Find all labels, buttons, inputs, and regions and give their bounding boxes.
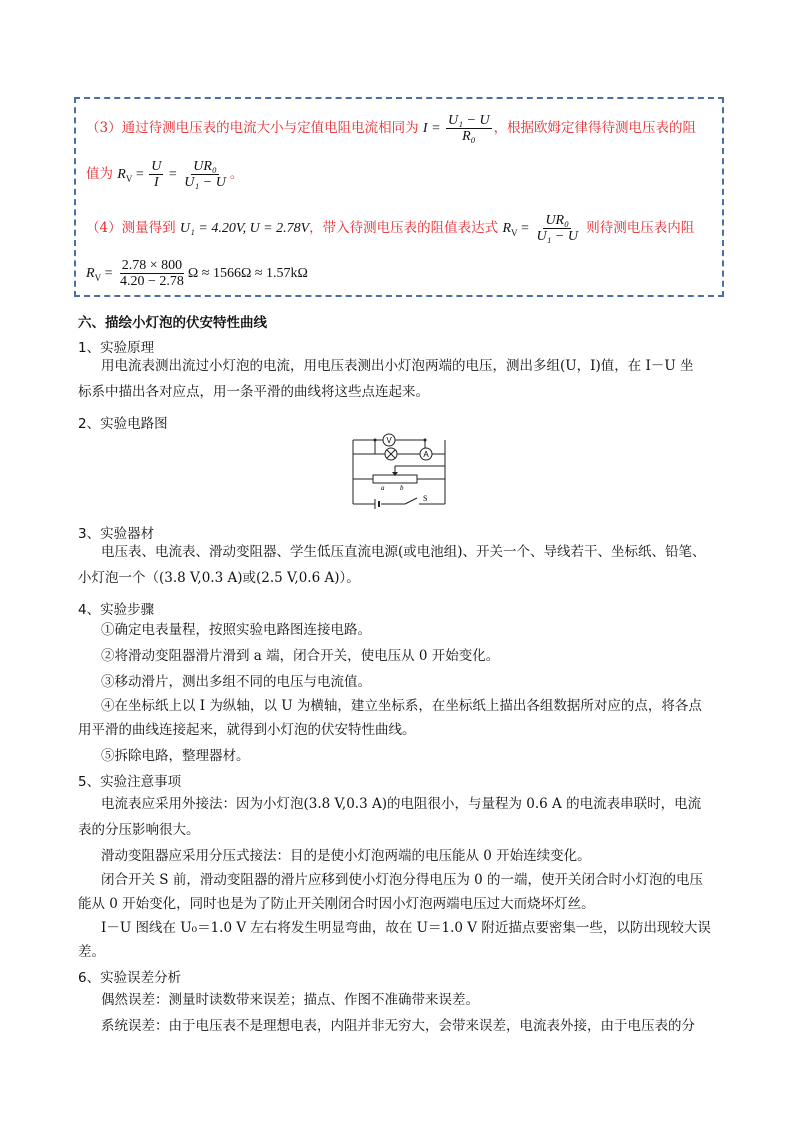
subsection-6-title: 6、实验误差分析 [78,970,182,986]
step-1: ①确定电表量程，按照实验电路图连接电路。 [101,622,371,638]
svg-text:A: A [423,450,429,459]
para-3-text-b: ，根据欧姆定律得待测电压表的阻 [493,120,697,136]
para-3-label: （3） [86,120,122,136]
svg-text:a: a [381,484,385,492]
para-3-text-c: 值为 [86,166,113,182]
measured-values: U₁ = 4.20V, U = 2.78V [179,221,310,236]
result-value: Ω ≈ 1566Ω ≈ 1.57kΩ [187,266,308,281]
principle-line1: 用电流表测出流过小灯泡的电流，用电压表测出小灯泡两端的电压，测出多组(U，I)值，在 I－U 坐 [101,358,694,374]
section-title: 六、描绘小灯泡的伏安特性曲线 [78,315,267,331]
step-4-line2: 用平滑的曲线连接起来，就得到小灯泡的伏安特性曲线。 [78,722,416,738]
notes-p1-line1: 电流表应采用外接法：因为小灯泡(3.8 V,0.3 A)的电阻很小，与量程为 0.6 A 的电流表串联时，电流 [101,796,702,812]
circuit-diagram [345,432,455,514]
error-random: 偶然误差：测量时读数带来误差；描点、作图不准确带来误差。 [101,992,479,1008]
notes-p1-line2: 表的分压影响很大。 [78,822,200,838]
para-3-line1 [86,112,696,145]
subsection-4-title: 4、实验步骤 [78,602,155,618]
step-4-line1: ④在坐标纸上以 I 为纵轴，以 U 为横轴，建立坐标系，在坐标纸上描出各组数据所对应的点，将各点 [101,698,702,714]
para-4-line1 [86,212,694,249]
svg-text:b: b [400,484,404,492]
para-4-text-b: ，带入待测电压表的阻值表达式 [309,220,499,236]
equipment-line1: 电压表、电流表、滑动变阻器、学生低压直流电源(或电池组)、开关一个、导线若干、坐标纸、铅笔、 [101,544,706,560]
notes-p3-line2: 能从 0 开始变化，同时也是为了防止开关刚闭合时因小灯泡两端电压过大而烧坏灯丝。 [78,896,595,912]
para-4-text-c: 则待测电压表内阻 [586,220,695,236]
subsection-3-title: 3、实验器材 [78,526,155,542]
step-2: ②将滑动变阻器滑片滑到 a 端，闭合开关，使电压从 0 开始变化。 [101,648,500,664]
step-3: ③移动滑片，测出多组不同的电压与电流值。 [101,674,371,690]
para-3-text-a: 通过待测电压表的电流大小与定值电阻电流相同为 [121,120,419,136]
para-4-text-a: 测量得到 [121,220,176,236]
notes-p4-line1: I－U 图线在 U₀＝1.0 V 左右将发生明显弯曲，故在 U＝1.0 V 附近描点要密集一些，以防出现较大误 [101,920,711,936]
formula-rv-2: $R_V$ = $\frac{\text{UR₀}}{\text{U₁ − U}}$ [502,213,578,245]
svg-text:S: S [423,494,428,503]
subsection-2-title: 2、实验电路图 [78,416,168,432]
notes-p3-line1: 闭合开关 S 前，滑动变阻器的滑片应移到使小灯泡分得电压为 0 的一端，使开关闭合时小灯泡的电压 [101,872,704,888]
result-formula: $R_V$ = $\frac{2.78 \times 800}{4.20 - 2.78}$ Ω ≈ 1566Ω ≈ 1.57kΩ [86,258,308,290]
svg-text:V: V [386,436,392,445]
subsection-1-title: 1、实验原理 [78,340,155,356]
subsection-5-title: 5、实验注意事项 [78,774,182,790]
error-systematic: 系统误差：由于电压表不是理想电表，内阻并非无穷大，会带来误差，电流表外接，由于电压表的分 [101,1018,695,1034]
notes-p4-line2: 差。 [78,944,105,960]
step-5: ⑤拆除电路，整理器材。 [101,748,250,764]
para-3-line2 [86,158,243,195]
formula-rv: $R_V$ = $\frac{U}{I}$ = $\frac{\text{UR₀}}{\text{U₁ − U}}$ [117,159,226,191]
para-4-label: （4） [86,220,122,236]
equipment-line2: 小灯泡一个（(3.8 V,0.3 A)或(2.5 V,0.6 A)）。 [78,570,360,586]
para-3-end: 。 [229,166,244,182]
principle-line2: 标系中描出各对应点，用一条平滑的曲线将这些点连起来。 [78,384,429,400]
formula-current: I = $\frac{\text{U₁ − U}}{\text{R₀}}$ [422,113,490,145]
notes-p2: 滑动变阻器应采用分压式接法：目的是使小灯泡两端的电压能从 0 开始连续变化。 [101,848,591,864]
